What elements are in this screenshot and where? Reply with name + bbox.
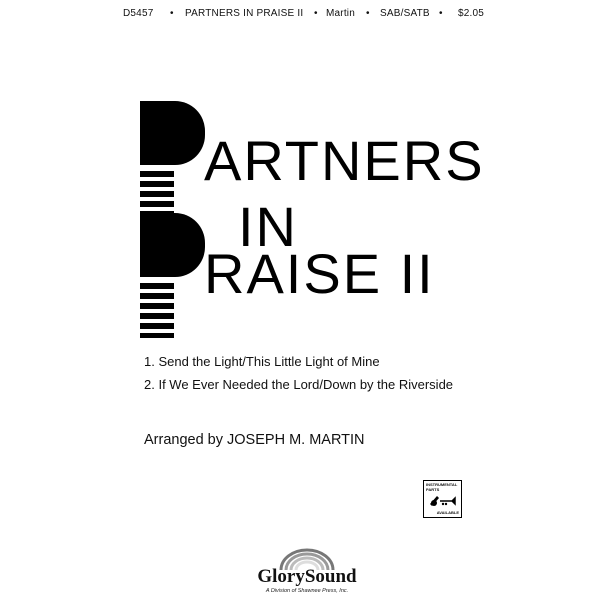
publisher-tagline: A Division of Shawnee Press, Inc.: [265, 588, 349, 594]
publisher-logo: [245, 548, 369, 600]
header-arranger: Martin: [326, 8, 355, 19]
publisher-name: GlorySound: [257, 566, 357, 587]
instruments-icon: [428, 492, 457, 508]
title-line-2: IN: [238, 195, 298, 258]
title-line-3: RAISE II: [204, 242, 435, 305]
arranged-by: Arranged by JOSEPH M. MARTIN: [144, 432, 365, 448]
header-price: $2.05: [458, 8, 485, 19]
big-letter-p-icon: [140, 101, 205, 225]
header-voicing: SAB/SATB: [380, 8, 430, 19]
badge-top-text: INSTRUMENTAL PARTS: [426, 482, 458, 492]
separator-dot: •: [366, 8, 370, 19]
separator-dot: •: [170, 8, 174, 19]
instrumental-parts-badge: [423, 480, 462, 518]
song-item: 2. If We Ever Needed the Lord/Down by the Riverside: [144, 377, 454, 392]
catalog-code: D5457: [123, 8, 154, 19]
separator-dot: •: [314, 8, 318, 19]
separator-dot: •: [439, 8, 443, 19]
header-title: PARTNERS IN PRAISE II: [185, 8, 304, 19]
big-letter-p-icon: [140, 213, 205, 337]
title-line-1: ARTNERS: [204, 129, 485, 192]
song-item: 1. Send the Light/This Little Light of Mine: [144, 354, 380, 369]
song-list: [144, 350, 453, 396]
badge-bottom-text: AVAILABLE: [436, 510, 459, 515]
